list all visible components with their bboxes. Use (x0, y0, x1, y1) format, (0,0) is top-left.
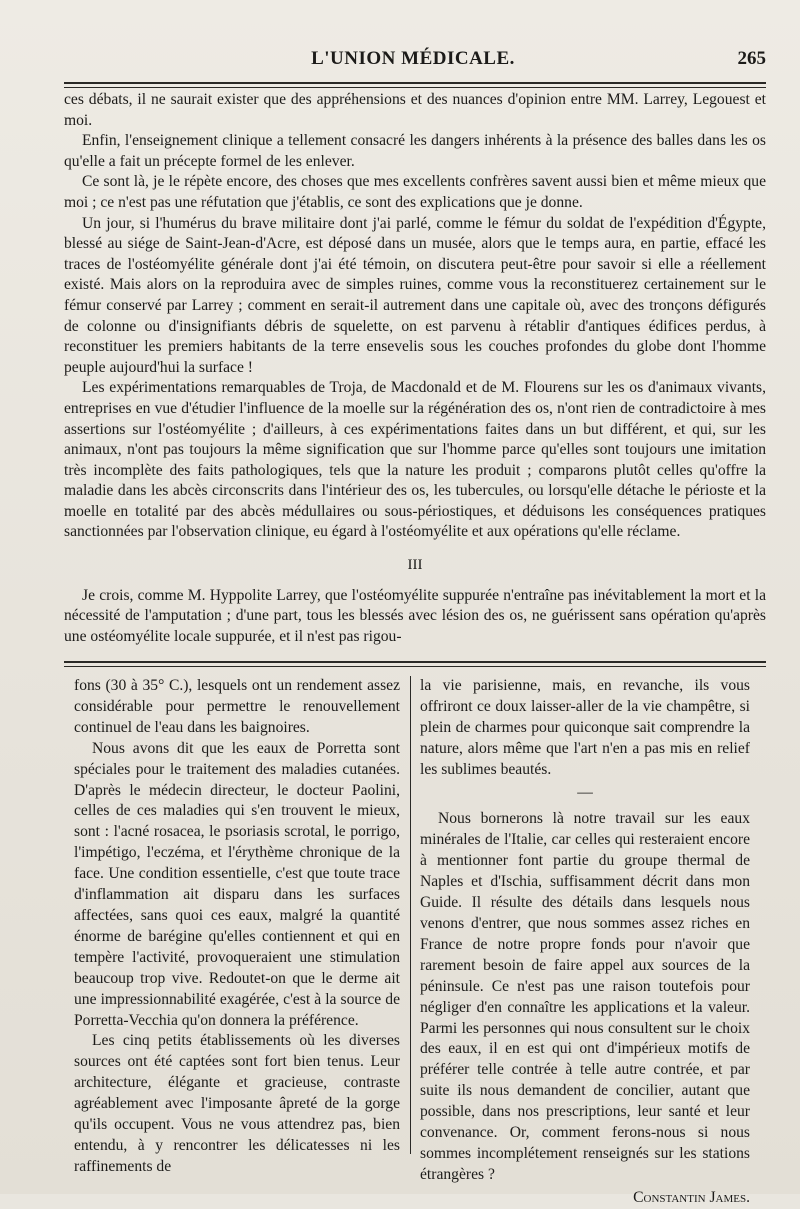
paragraph: Je crois, comme M. Hyppolite Larrey, que l'ostéomyélite suppurée n'entraîne pas inévitablement la mort et la nécessité de l'amputation ; d'une part, tous les blessés avec lésion des os, ne guérissent sans opération qu'après une ostéomyélite locale suppurée, et il n'est pas rigou- (64, 586, 766, 645)
journal-title: L'UNION MÉDICALE. (311, 48, 515, 69)
section-separator: — (577, 783, 593, 801)
page-number: 265 (737, 48, 766, 69)
header-rule (64, 82, 766, 84)
paragraph: Un jour, si l'humérus du brave militaire dont j'ai parlé, comme le fémur du soldat de l'expédition d'Égypte, blessé au siége de Saint-Jean-d'Acre, est déposé dans un musée, alors que le temps aura, en partie, effacé les traces de l'ostéomyélite générale dont j'ai été témoin, on discutera peut-être pour savoir si elle a réellement existé. Mais alors on la reproduira avec de simples ruines, comme vous la reconstituerez certainement sur le fémur conservé par Larrey ; comment en serait-il autrement dans une capitale où, avec des tronçons défigurés de colonne ou d'insignifiants débris de squelette, on est parvenu à rétablir d'antiques édifices perdus, à reconstituer les premiers habitants de la terre ensevelis sous les couches profondes du globe dont l'homme peuple aujourd'hui la surface ! (64, 214, 766, 376)
paragraph: Nous avons dit que les eaux de Porretta sont spéciales pour le traitement des maladies cutanées. D'après le médecin directeur, le docteur Paolini, celles de ces maladies qui s'en trouvent le mieux, sont : l'acné rosacea, le psoriasis scrotal, le porrigo, l'impétigo, l'eczéma, et l'érythème chronique de la face. Une condition essentielle, c'est que toute trace d'inflammation ait disparu dans les surfaces affectées, sans quoi ces eaux, malgré la quantité énorme de barégine qu'elles contiennent et qui en tempère l'activité, provoqueraient une stimulation beaucoup trop vive. Redoutet-on que le derme ait une impressionnabilité exagérée, c'est à la source de Porretta-Vecchia qu'on donnera la préférence. (74, 739, 400, 1029)
paragraph: Enfin, l'enseignement clinique a tellement consacré les dangers inhérents à la présence des balles dans les os qu'elle a fait un précepte formel de les enlever. (64, 132, 766, 170)
paragraph: la vie parisienne, mais, en revanche, ils vous offriront ce doux laisser-aller de la vie champêtre, si plein de charmes pour quiconque sait comprendre la nature, alors même que l'art n'en a pas mis en relief les sublimes beautés. (420, 677, 750, 778)
paragraph: Les expérimentations remarquables de Troja, de Macdonald et de M. Flourens sur les os d'animaux vivants, entreprises en vue d'étudier l'influence de la moelle sur la régénération des os, n'ont rien de contradictoire à mes assertions sur l'ostéomyélite ; d'ailleurs, à ces expérimentations faites dans un but différent, et qui, sur les animaux, n'ont pas toujours la même signification que sur l'homme parce qu'elles sont toujours une imitation très incomplète des faits pathologiques, tels que la nature les produit ; comparons plutôt celles qu'offre la maladie dans les abcès circonscrits dans l'intérieur des os, les tubercules, ou lorsqu'elle détache le périoste et la moelle en totalité par des abcès médullaires ou sous-périostiques, et déduisons les conséquences pratiques sanctionnées par l'observation clinique, eu égard à l'ostéomyélite et aux opérations qu'elle réclame. (64, 379, 766, 541)
paragraph: Nous bornerons là notre travail sur les eaux minérales de l'Italie, car celles qui resteraient encore à mentionner font partie du groupe thermal de Naples et d'Ischia, suffisamment décrit dans mon Guide. Il résulte des détails dans lesquels nous venons d'entrer, que nous sommes assez riches en France de notre propre fonds pour n'avoir que rarement besoin de faire appel aux sources de la péninsule. Ce n'est pas une raison toutefois pour négliger d'en connaître les applications et la valeur. Parmi les personnes qui nous consultent sur le choix des eaux, il en est qui ont d'impérieux motifs de préférer telle contrée à telle autre contrée, et par suite ils nous demandent de concilier, autant que possible, dans nos prescriptions, leur santé et leur convenance. Or, comment ferons-nous si nous sommes incomplétement renseignés sur les stations étrangères ? (420, 810, 750, 1183)
paragraph: Ce sont là, je le répète encore, des choses que mes excellents confrères savent aussi bien et même mieux que moi ; ce n'est pas une réfutation que j'établis, ce sont des explications que je donne. (64, 173, 766, 211)
column-separator (410, 676, 411, 1154)
header-rule-thin (64, 87, 766, 88)
feuilleton-left-column (74, 676, 400, 1178)
main-article (64, 90, 766, 647)
section-heading: III (407, 557, 423, 574)
paragraph: Les cinq petits établissements où les diverses sources ont été captées sont fort bien tenus. Leur architecture, élégante et gracieuse, contraste agréablement avec l'imposante âpreté de la gorge qu'ils occupent. Vous ne vous attendrez pas, bien entendu, à y rencontrer les délicatesses ni les raffinements de (74, 1032, 400, 1175)
feuilleton-right-column (420, 676, 750, 1209)
author-signature: Constantin James. (633, 1188, 750, 1206)
paragraph: ces débats, il ne saurait exister que des appréhensions et des nuances d'opinion entre MM. Larrey, Legouest et moi. (64, 91, 766, 129)
paragraph: fons (30 à 35° C.), lesquels ont un rendement assez considérable pour permettre le renouvellement continuel de l'eau dans les baignoires. (74, 677, 400, 736)
feuilleton-rule-thin (64, 666, 766, 667)
feuilleton-rule (64, 661, 766, 663)
running-header (60, 44, 766, 72)
